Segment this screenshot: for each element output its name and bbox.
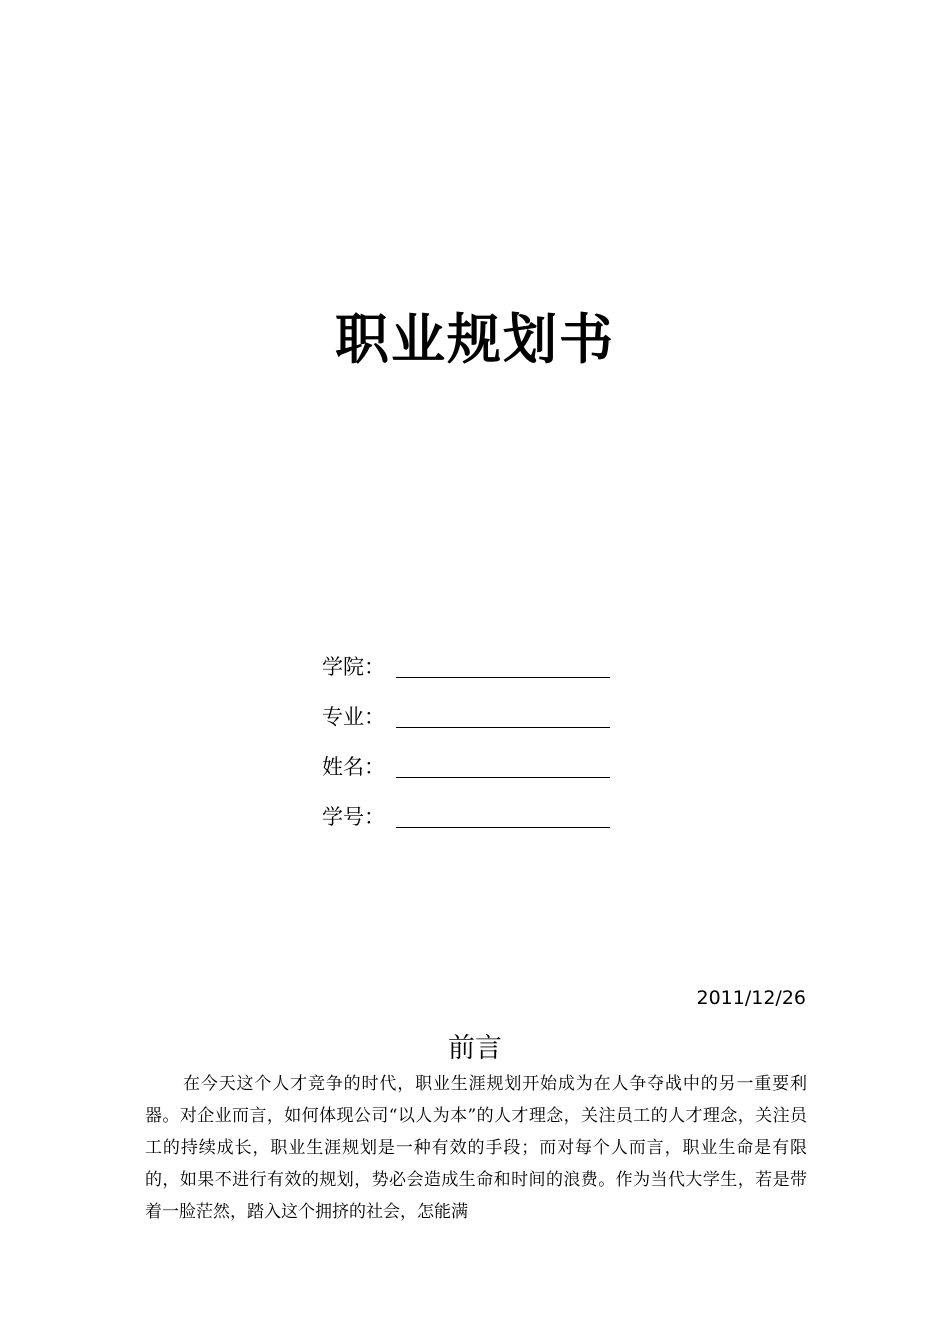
document-title: 职业规划书 (335, 308, 615, 371)
document-date: 2011/12/26 (696, 987, 806, 1009)
preface-paragraph: 在今天这个人才竞争的时代，职业生涯规划开始成为在人争夺战中的另一重要利器。对企业而言，如何体现公司“以人为本”的人才理念，关注员工的人才理念，关注员工的持续成长，职业生涯规划是一种有效的手段；而对每个人而言，职业生命是有限的，如果不进行有效的规划，势必会造成生命和时间的浪费。作为当代大学生，若是带着一脸茫然，踏入这个拥挤的社会，怎能满 (145, 1074, 807, 1222)
field-college-blank (396, 653, 610, 678)
student-info-form (322, 632, 622, 832)
field-name (322, 732, 622, 782)
preface-heading: 前言 (448, 1033, 502, 1064)
field-student-id-label: 学号： (322, 805, 385, 829)
field-student-id-blank (396, 803, 610, 828)
field-college-label: 学院： (322, 655, 385, 679)
field-name-label: 姓名： (322, 755, 385, 779)
field-major-blank (396, 703, 610, 728)
field-student-id (322, 782, 622, 832)
field-name-blank (396, 753, 610, 778)
field-major-label: 专业： (322, 705, 385, 729)
field-college (322, 632, 622, 682)
field-major (322, 682, 622, 732)
